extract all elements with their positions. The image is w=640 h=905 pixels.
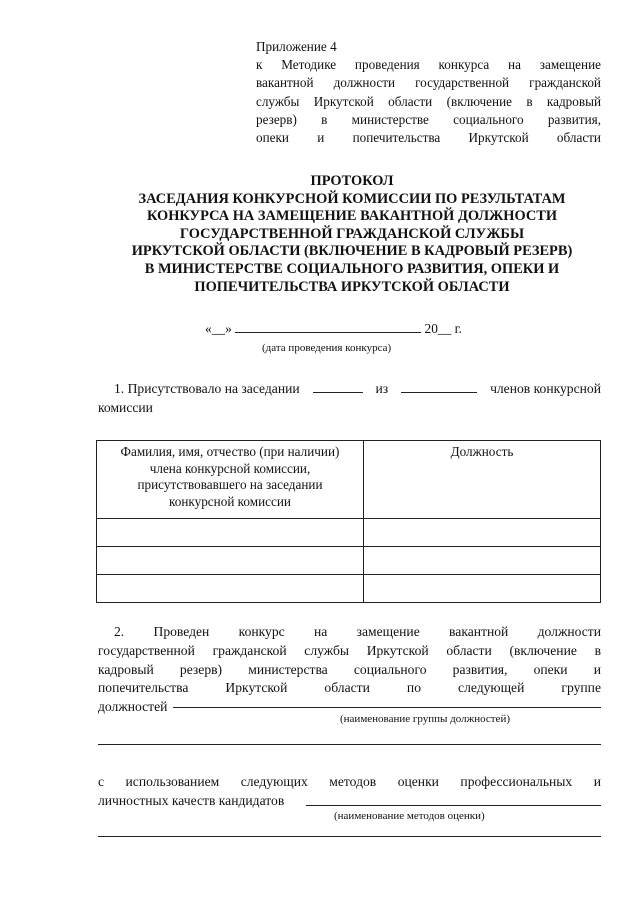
appendix-line: вакантной должности государственной гражданской bbox=[256, 75, 601, 91]
p2-line: 2. Проведен конкурс на замещение вакантной должности bbox=[114, 624, 601, 639]
title-line: ИРКУТСКОЙ ОБЛАСТИ (ВКЛЮЧЕНИЕ В КАДРОВЫЙ РЕЗЕРВ) bbox=[131, 243, 573, 260]
present-count-blank[interactable] bbox=[313, 380, 363, 393]
title-line: ГОСУДАРСТВЕННОЙ ГРАЖДАНСКОЙ СЛУЖБЫ bbox=[179, 225, 525, 242]
title-line: ЗАСЕДАНИЯ КОНКУРСНОЙ КОМИССИИ ПО РЕЗУЛЬТАТАМ bbox=[138, 190, 566, 207]
p1-text: комиссии bbox=[98, 400, 153, 415]
date-year-suffix: __ г. bbox=[437, 321, 462, 336]
p3-line: с использованием следующих методов оценки профессиональных и bbox=[98, 774, 601, 789]
assessment-methods-blank[interactable] bbox=[306, 805, 601, 806]
appendix-block bbox=[256, 38, 601, 147]
title-line: ПРОТОКОЛ bbox=[310, 173, 394, 189]
header-cell-name bbox=[97, 441, 364, 519]
p2-line: должностей bbox=[98, 699, 168, 715]
table-cell[interactable] bbox=[97, 575, 364, 603]
date-day: «__» bbox=[205, 321, 232, 336]
assessment-methods-blank-2[interactable] bbox=[98, 836, 601, 837]
date-hint: (дата проведения конкурса) bbox=[262, 342, 392, 354]
title-line: ПОПЕЧИТЕЛЬСТВА ИРКУТСКОЙ ОБЛАСТИ bbox=[194, 278, 510, 295]
p1-text: 1. Присутствовало на заседании bbox=[114, 381, 300, 396]
table-row bbox=[97, 575, 601, 603]
assessment-methods-hint: (наименование методов оценки) bbox=[334, 810, 485, 822]
table-row bbox=[97, 547, 601, 575]
p2-line: кадровый резерв) министерства социального развития, опеки и bbox=[98, 661, 601, 677]
paragraph-2 bbox=[98, 623, 601, 717]
members-table bbox=[96, 440, 601, 603]
appendix-line: к Методике проведения конкурса на замещение bbox=[256, 57, 601, 73]
total-count-blank[interactable] bbox=[401, 380, 477, 393]
table-cell[interactable] bbox=[97, 547, 364, 575]
position-group-blank[interactable] bbox=[173, 707, 601, 708]
p3-line: личностных качеств кандидатов bbox=[98, 792, 285, 808]
p1-text: членов конкурсной bbox=[490, 381, 601, 396]
header-text: члена конкурсной комиссии, bbox=[149, 460, 311, 476]
header-text: конкурсной комиссии bbox=[169, 493, 291, 509]
appendix-line: службы Иркутской области (включение в кадровый bbox=[256, 93, 601, 109]
position-group-hint: (наименование группы должностей) bbox=[340, 713, 510, 725]
table-cell[interactable] bbox=[97, 519, 364, 547]
header-cell-position: Должность bbox=[364, 441, 601, 519]
table-row bbox=[97, 519, 601, 547]
header-text: Фамилия, имя, отчество (при наличии) bbox=[120, 444, 340, 459]
p2-line: попечительства Иркутской области по следующей группе bbox=[98, 680, 601, 696]
title-line: В МИНИСТЕРСТВЕ СОЦИАЛЬНОГО РАЗВИТИЯ, ОПЕКИ И bbox=[144, 260, 560, 277]
table-cell[interactable] bbox=[364, 547, 601, 575]
header-text: присутствовавшего на заседании bbox=[137, 477, 323, 492]
appendix-line: опеки и попечительства Иркутской области bbox=[256, 130, 601, 146]
position-group-blank-2[interactable] bbox=[98, 744, 601, 745]
date-year-prefix: 20 bbox=[424, 321, 438, 336]
date-month-blank[interactable] bbox=[235, 320, 421, 333]
paragraph-1 bbox=[98, 379, 601, 417]
table-cell[interactable] bbox=[364, 575, 601, 603]
table-cell[interactable] bbox=[364, 519, 601, 547]
p1-text: из bbox=[375, 381, 389, 396]
title-line: КОНКУРСА НА ЗАМЕЩЕНИЕ ВАКАНТНОЙ ДОЛЖНОСТИ bbox=[146, 208, 558, 225]
document-title bbox=[92, 173, 612, 296]
table-header-row bbox=[97, 441, 601, 519]
appendix-line: резерв) в министерстве социального развития, bbox=[256, 111, 601, 127]
p2-line: государственной гражданской службы Иркутской области (включение в bbox=[98, 642, 601, 658]
date-field[interactable] bbox=[205, 320, 495, 337]
appendix-title: Приложение 4 bbox=[256, 39, 337, 54]
